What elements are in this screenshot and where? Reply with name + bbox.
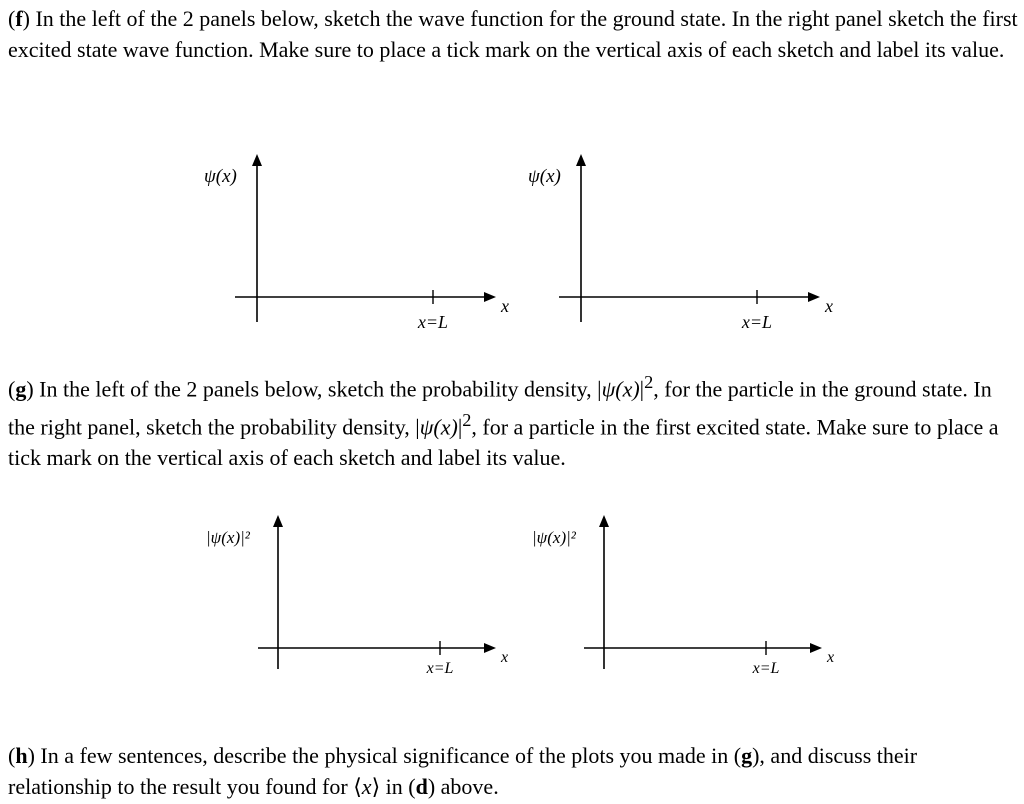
x-axis-label: x [827,649,835,666]
panel-ground-density[interactable] [200,505,530,685]
question-h-text-2: ), and discuss their relationship to the result you found for ⟨ [8,743,918,799]
panel-y-axis-label: ψ(x) [204,166,237,187]
psi-argument: (x) [433,414,458,440]
panel-excited-wavefunction[interactable] [514,150,844,330]
question-g-text-1: In the left of the 2 panels below, sketch the probability density, | [33,376,602,402]
question-g-open: ( [8,376,16,402]
x-axis-arrowhead [484,643,496,653]
panel-y-axis-label: |ψ(x)|² [206,528,250,547]
question-h [8,741,1020,802]
x-axis-arrowhead [810,643,822,653]
exponent: 2 [644,372,654,392]
psi-symbol: ψ [419,414,434,440]
question-h-label: h [15,743,28,768]
x-axis-arrowhead [484,292,496,302]
exponent: 2 [462,409,472,430]
question-g-text-2: | [639,376,645,402]
x-axis-arrowhead [808,292,820,302]
panel-y-axis-label: |ψ(x)|² [532,528,576,547]
y-axis-arrowhead [273,515,283,527]
question-g-text-3: , for the particle in the ground state. In the right panel, sketch the probability density, | [8,376,992,440]
psi-symbol: ψ [601,376,616,402]
question-g-text-4: | [457,414,463,440]
question-f-open: ( [8,6,16,31]
question-f-close: ) [22,6,30,31]
psi-argument: (x) [615,376,640,402]
question-g-label: g [15,376,27,402]
question-f [8,4,1020,65]
x-axis-tick-label: x=L [741,312,773,332]
question-f-text: In the left of the 2 panels below, sketch the wave function for the ground state. In the right panel sketch the first excited state wave function. Make sure to place a tick mark on the vertical axis of each sketch and label its value. [8,6,1018,62]
x-axis-label: x [501,296,509,316]
question-g [8,367,1020,473]
x-axis-tick-label: x=L [417,312,449,332]
x-axis-tick-label: x=L [426,660,454,677]
y-axis-arrowhead [252,154,262,166]
question-g-close: ) [26,376,34,402]
x-axis-label: x [825,296,833,316]
panel-excited-density[interactable] [526,505,856,685]
panel-y-axis-label: ψ(x) [528,166,561,187]
question-f-label: f [15,6,23,31]
question-h-ref-d: d [415,773,428,799]
question-h-open: ( [8,743,16,768]
expectation-variable: x [361,773,372,799]
x-axis-tick-label: x=L [752,660,780,677]
x-axis-label: x [501,649,509,666]
question-h-text-1: In a few sentences, describe the physical significance of the plots you made in ( [34,743,742,768]
y-axis-arrowhead [599,515,609,527]
y-axis-arrowhead [576,154,586,166]
question-g-text-5: , for a particle in the first excited state. Make sure to place a tick mark on the vertical axis of each sketch and label its value. [8,414,999,470]
question-h-ref-g: g [741,743,753,768]
question-h-text-4: ) above. [427,773,499,799]
question-h-text-3: ⟩ in ( [371,773,416,799]
question-h-close: ) [27,743,35,768]
panel-ground-wavefunction[interactable] [190,150,520,330]
